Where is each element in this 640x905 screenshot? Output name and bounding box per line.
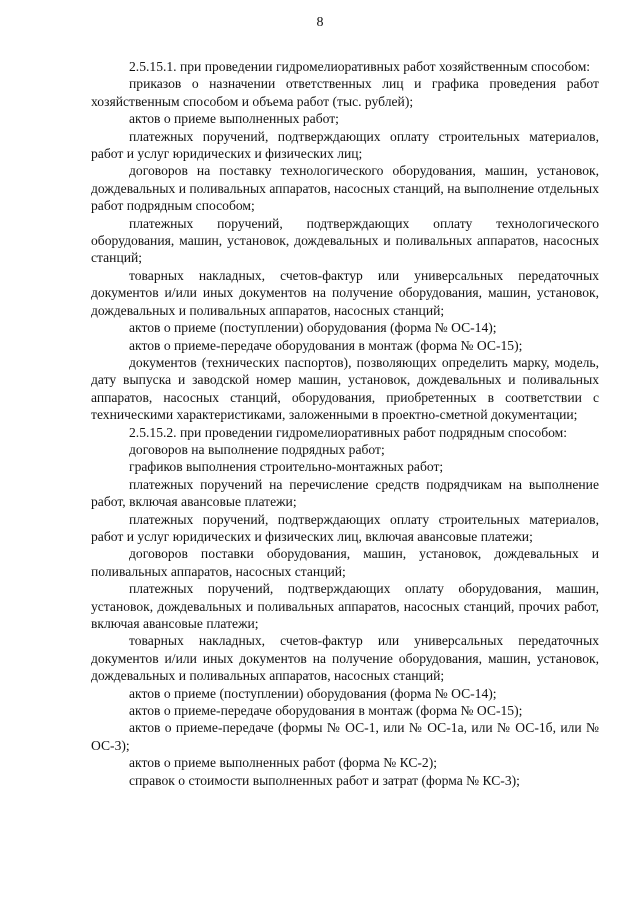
list-item: товарных накладных, счетов-фактур или универсальных передаточных документов и/или иных документов на получение оборудования, машин, установок, дождевальных и поливальных аппаратов, насосных станций; — [91, 267, 599, 318]
list-item: актов о приеме выполненных работ (форма № КС-2); — [129, 755, 438, 771]
document-body — [91, 58, 599, 789]
list-item: платежных поручений, подтверждающих оплату технологического оборудования, машин, установок, дождевальных и поливальных аппаратов, насосных станций; — [91, 215, 599, 266]
list-item: справок о стоимости выполненных работ и затрат (форма № КС-3); — [129, 772, 520, 788]
list-item: актов о приеме (поступлении) оборудования (форма № ОС-14); — [129, 320, 497, 336]
list-item: графиков выполнения строительно-монтажных работ; — [129, 459, 444, 475]
list-item: товарных накладных, счетов-фактур или универсальных передаточных документов и/или иных документов на получение оборудования, машин, установок, дождевальных и поливальных аппаратов, насосных станций; — [91, 633, 599, 684]
list-item: договоров поставки оборудования, машин, установок, дождевальных и поливальных аппаратов, насосных станций; — [91, 546, 599, 579]
list-item: актов о приеме-передаче оборудования в монтаж (форма № ОС-15); — [129, 337, 523, 353]
list-item: платежных поручений, подтверждающих оплату строительных материалов, работ и услуг юридических и физических лиц, включая авансовые платежи; — [91, 511, 599, 544]
paragraph-clause-2-5-15-1: 2.5.15.1. при проведении гидромелиоративных работ хозяйственным способом: — [129, 59, 591, 74]
list-item: документов (технических паспортов), позволяющих определить марку, модель, дату выпуска и заводской номер машин, установок, дождевальных и поливальных аппаратов, насосных станций, оборудования, приобретенных в соответствии с техническими характеристиками, заложенными в проектно-сметной документации; — [91, 354, 599, 423]
list-item: актов о приеме выполненных работ; — [129, 111, 339, 127]
list-item: договоров на выполнение подрядных работ; — [129, 441, 385, 457]
list-item: платежных поручений, подтверждающих оплату строительных материалов, работ и услуг юридических и физических лиц; — [91, 128, 599, 162]
list-item: актов о приеме (поступлении) оборудования (форма № ОС-14); — [129, 685, 497, 701]
list-item: платежных поручений на перечисление средств подрядчикам на выполнение работ, включая авансовые платежи; — [91, 476, 599, 510]
list-item: договоров на поставку технологического оборудования, машин, установок, дождевальных и поливальных аппаратов, насосных станций, на выполнение отдельных работ подрядным способом; — [91, 163, 599, 214]
list-item: платежных поручений, подтверждающих оплату оборудования, машин, установок, дождевальных и поливальных аппаратов, насосных станций, прочих работ, включая авансовые платежи; — [91, 581, 599, 631]
page-number: 8 — [316, 15, 324, 30]
list-item: актов о приеме-передаче оборудования в монтаж (форма № ОС-15); — [129, 703, 523, 719]
list-item: актов о приеме-передаче (формы № ОС-1, или № ОС-1а, или № ОС-1б, или № ОС-3); — [91, 720, 599, 753]
list-item: приказов о назначении ответственных лиц и графика проведения работ хозяйственным способом и объема работ (тыс. рублей); — [91, 76, 599, 109]
paragraph-clause-2-5-15-2: 2.5.15.2. при проведении гидромелиоративных работ подрядным способом: — [129, 424, 568, 440]
